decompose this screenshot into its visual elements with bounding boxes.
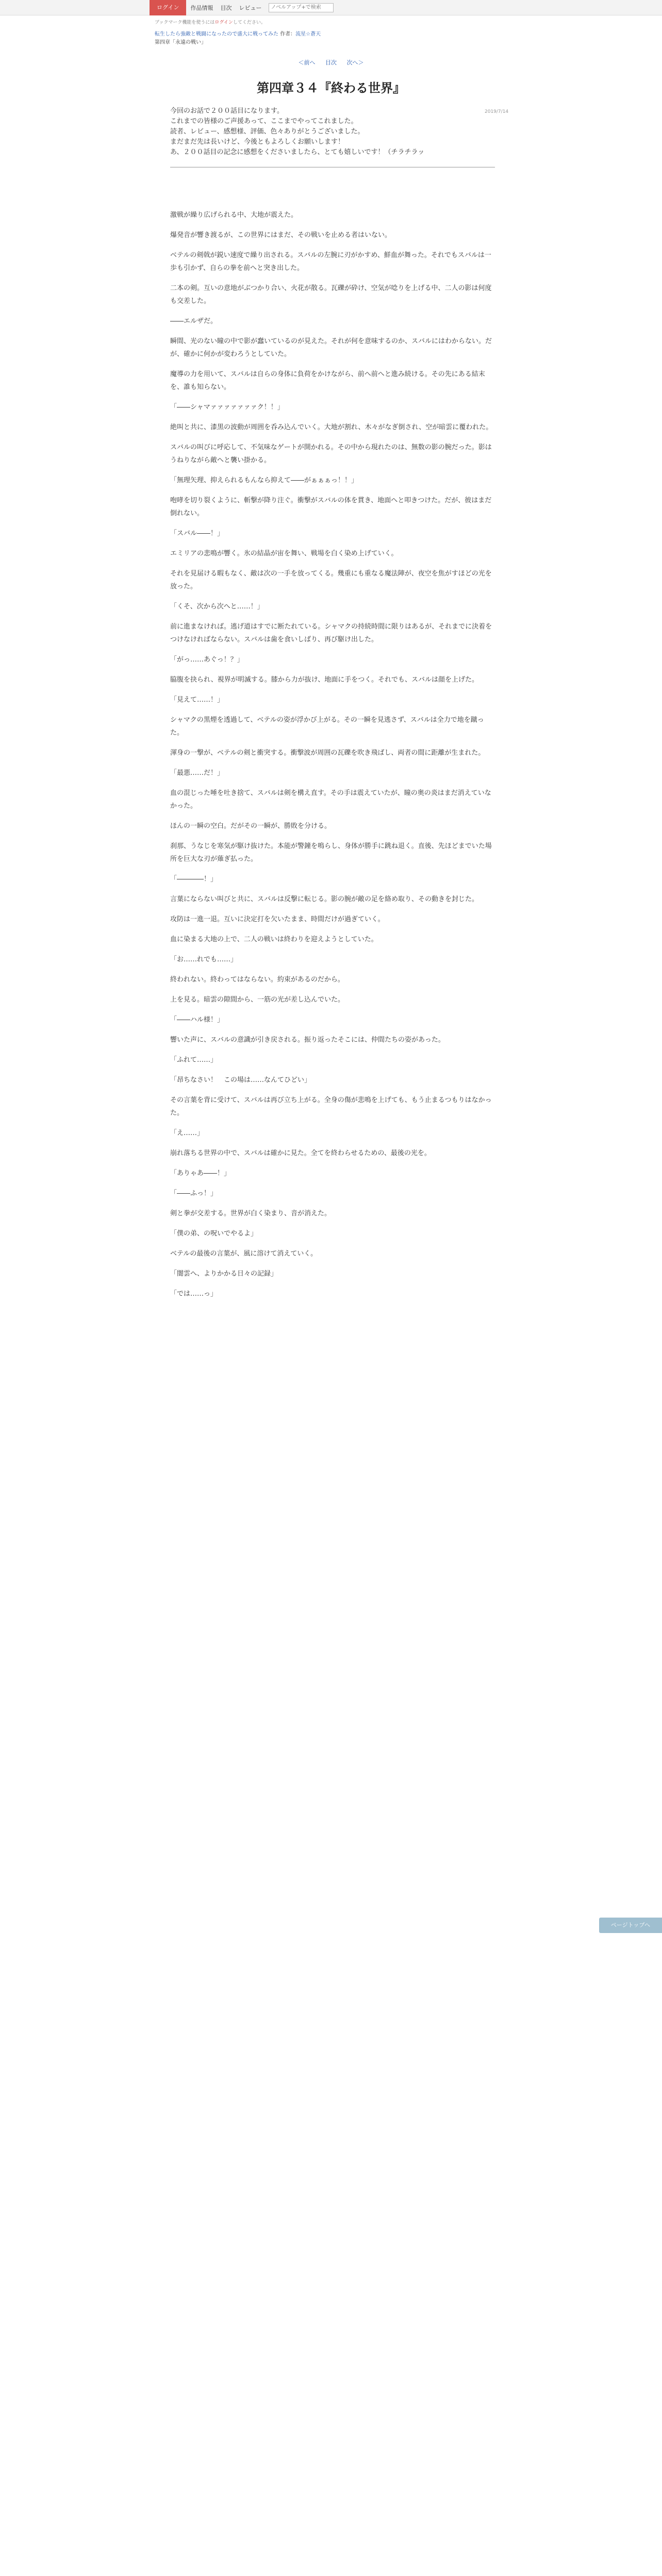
body-paragraph: それを見届ける暇もなく、敵は次の一手を放ってくる。幾重にも重なる魔法陣が、夜空を焦がすほどの光を放った。: [170, 570, 492, 590]
foreword-line: これまでの皆様のご声援あって、ここまでやってこれました。: [170, 117, 358, 125]
body-paragraph: 血の混じった唾を吐き捨て、スバルは剣を構え直す。その手は震えていたが、瞳の奥の炎はまだ消えていなかった。: [170, 789, 491, 810]
body-paragraph: 「闇雲へ、よりかかる日々の記録」: [170, 1270, 278, 1278]
body-paragraph: ほんの一瞬の空白。だがその一瞬が、勝敗を分ける。: [170, 822, 332, 830]
body-paragraph: 崩れ落ちる世界の中で、スバルは確かに見た。全てを終わらせるための、最後の光を。: [170, 1149, 431, 1157]
body-paragraph: 剣と拳が交差する。世界が白く染まり、音が消えた。: [170, 1210, 332, 1217]
series-title-link[interactable]: 転生したら強敵と戦闘になったので盛大に戦ってみた: [155, 31, 278, 37]
author-label: 作者：: [280, 31, 296, 37]
body-paragraph: 「ふれて……」: [170, 1056, 218, 1064]
notice-login-link[interactable]: ログイン: [214, 20, 233, 25]
body-paragraph: 攻防は一進一退。互いに決定打を欠いたまま、時間だけが過ぎていく。: [170, 916, 385, 923]
author-link[interactable]: 流星☆蒼天: [295, 31, 321, 37]
body-paragraph: 絶叫と共に、漆黒の波動が周囲を呑み込んでいく。大地が割れ、木々がなぎ倒され、空が暗雲に覆われた。: [170, 423, 493, 431]
body-paragraph: ベテルの最後の言葉が、風に溶けて消えていく。: [170, 1250, 318, 1258]
foreword-line: 読者、レビュー、感想様、評価、色々ありがとうございました。: [170, 128, 365, 135]
nav-link-work-info[interactable]: 作品情報: [190, 4, 213, 11]
episode-pager: [0, 58, 662, 66]
body-paragraph: 渾身の一撃が、ベテルの剣と衝突する。衝撃波が周囲の瓦礫を吹き飛ばし、両者の間に距離が生まれた。: [170, 749, 485, 757]
body-paragraph: 激戦が繰り広げられる中、大地が震えた。: [170, 211, 298, 219]
body-paragraph: 二本の剣。互いの意地がぶつかり合い、火花が散る。瓦礫が砕け、空気が唸りを上げる中、二人の影は何度も交差した。: [170, 284, 492, 305]
work-meta: [155, 30, 662, 47]
body-paragraph: 前に進まなければ。逃げ道はすでに断たれている。シャマクの持続時間に限りはあるが、それまでに決着をつけなければならない。スバルは歯を食いしばり、再び駆け出した。: [170, 623, 492, 643]
body-paragraph: 「ありゃあ――！」: [170, 1170, 231, 1177]
publish-date: 2019/7/14: [485, 109, 509, 114]
body-paragraph: 「見えて……！」: [170, 696, 224, 704]
body-paragraph: 終われない。終わってはならない。約束があるのだから。: [170, 976, 344, 984]
body-paragraph: 魔導の力を用いて、スバルは自らの身体に負荷をかけながら、前へ前へと進み続ける。その先にある結末を、誰も知らない。: [170, 370, 485, 391]
body-paragraph: 響いた声に、スバルの意識が引き戻される。振り返ったそこには、仲間たちの姿があった。: [170, 1036, 445, 1044]
body-paragraph: 「――――！」: [170, 875, 218, 883]
prev-episode-link[interactable]: ＜前へ: [298, 59, 316, 66]
body-paragraph: 脇腹を抉られ、視界が明滅する。膝から力が抜け、地面に手をつく。それでも、スバルは顔を上げた。: [170, 676, 479, 684]
body-paragraph: エミリアの悲鳴が響く。氷の結晶が宙を舞い、戦場を白く染め上げていく。: [170, 550, 398, 557]
next-episode-link[interactable]: 次へ＞: [346, 59, 364, 66]
body-paragraph: 「――ハル様！」: [170, 1016, 224, 1024]
episode-body: [170, 209, 495, 1300]
chapter-name: 第四章「永遠の戦い」: [155, 40, 206, 45]
body-paragraph: 「くそ、次から次へと……！」: [170, 603, 264, 611]
body-paragraph: ベテルの剣戟が鋭い速度で繰り出される。スバルの左腕に刃がかすめ、鮮血が舞った。それでもスバルは一歩も引かず、自らの拳を前へと突き出した。: [170, 251, 491, 272]
body-paragraph: 咆哮を切り裂くように、斬撃が降り注ぐ。衝撃がスバルの体を貫き、地面へと叩きつけた。だが、彼はまだ倒れない。: [170, 497, 492, 517]
notice-text-post: してください。: [233, 20, 266, 25]
body-paragraph: 「無理矢理、抑えられるもんなら抑えて――がぁぁぁっ！！」: [170, 477, 358, 484]
body-paragraph: 「では……っ」: [170, 1290, 218, 1298]
body-paragraph: 「――ふっ！」: [170, 1190, 218, 1197]
login-button[interactable]: ログイン: [150, 0, 186, 15]
body-paragraph: 「――シャマァァァァァァァク！！」: [170, 403, 284, 411]
foreword-line: あ、２００話目の記念に感想をくださいましたら、とても嬉しいです！（チラチラッ: [170, 148, 425, 156]
notice-text-pre: ブックマーク機能を使うには: [155, 20, 215, 25]
bookmark-notice: [155, 19, 662, 25]
body-paragraph: 「最悪……だ！」: [170, 769, 224, 777]
toc-link[interactable]: 目次: [325, 59, 337, 66]
body-paragraph: その言葉を背に受けて、スバルは再び立ち上がる。全身の傷が悲鳴を上げても、もう止まるつもりはなかった。: [170, 1096, 492, 1117]
body-paragraph: ――エルザだ。: [170, 317, 218, 325]
body-paragraph: 上を見る。暗雲の隙間から、一筋の光が差し込んでいた。: [170, 996, 345, 1004]
body-paragraph: 血に染まる大地の上で、二人の戦いは終わりを迎えようとしていた。: [170, 936, 378, 943]
body-paragraph: 「お……れでも……」: [170, 956, 238, 963]
search-input[interactable]: [269, 3, 334, 12]
body-paragraph: 瞬間、光のない瞳の中で影が蠢いているのが見えた。それが何を意味するのか、スバルにはわからない。だが、確かに何かが変わろうとしていた。: [170, 337, 492, 358]
body-paragraph: シャマクの黒煙を透過して、ベテルの姿が浮かび上がる。その一瞬を見逃さず、スバルは全力で地を蹴った。: [170, 716, 484, 737]
body-paragraph: 「僕の弟、の呪いでやるよ」: [170, 1230, 258, 1238]
nav-link-toc[interactable]: 目次: [220, 4, 232, 11]
body-paragraph: 刹那、うなじを寒気が駆け抜けた。本能が警鐘を鳴らし、身体が勝手に跳ね退く。直後、先ほどまでいた場所を巨大な刃が薙ぎ払った。: [170, 842, 492, 863]
body-paragraph: 「昂ちなさい！ この場は……なんてひどい」: [170, 1076, 311, 1084]
body-paragraph: スバルの叫びに呼応して、不気味なゲートが開かれる。その中から現れたのは、無数の影の腕だった。影はうねりながら敵へと襲い掛かる。: [170, 444, 492, 464]
body-paragraph: 言葉にならない叫びと共に、スバルは反撃に転じる。影の腕が敵の足を絡め取り、その動きを封じた。: [170, 895, 479, 903]
body-paragraph: 「スバル――！」: [170, 530, 224, 537]
page-top-button[interactable]: ページトップへ: [599, 1918, 662, 1933]
foreword: [170, 106, 662, 158]
body-paragraph: 「がっ……あぐっ！？」: [170, 656, 244, 664]
body-paragraph: 「え……」: [170, 1129, 204, 1137]
top-navigation-bar: [0, 0, 662, 15]
nav-link-review[interactable]: レビュー: [239, 4, 262, 11]
body-paragraph: 爆発音が響き渡るが、この世界にはまだ、その戦いを止める者はいない。: [170, 231, 392, 239]
foreword-line: まだまだ先は長いけど、今後ともよろしくお願いします！: [170, 138, 345, 146]
episode-title: 第四章３４『終わる世界』: [257, 81, 405, 95]
foreword-line: 今回のお話で２００話目になります。: [170, 107, 284, 115]
